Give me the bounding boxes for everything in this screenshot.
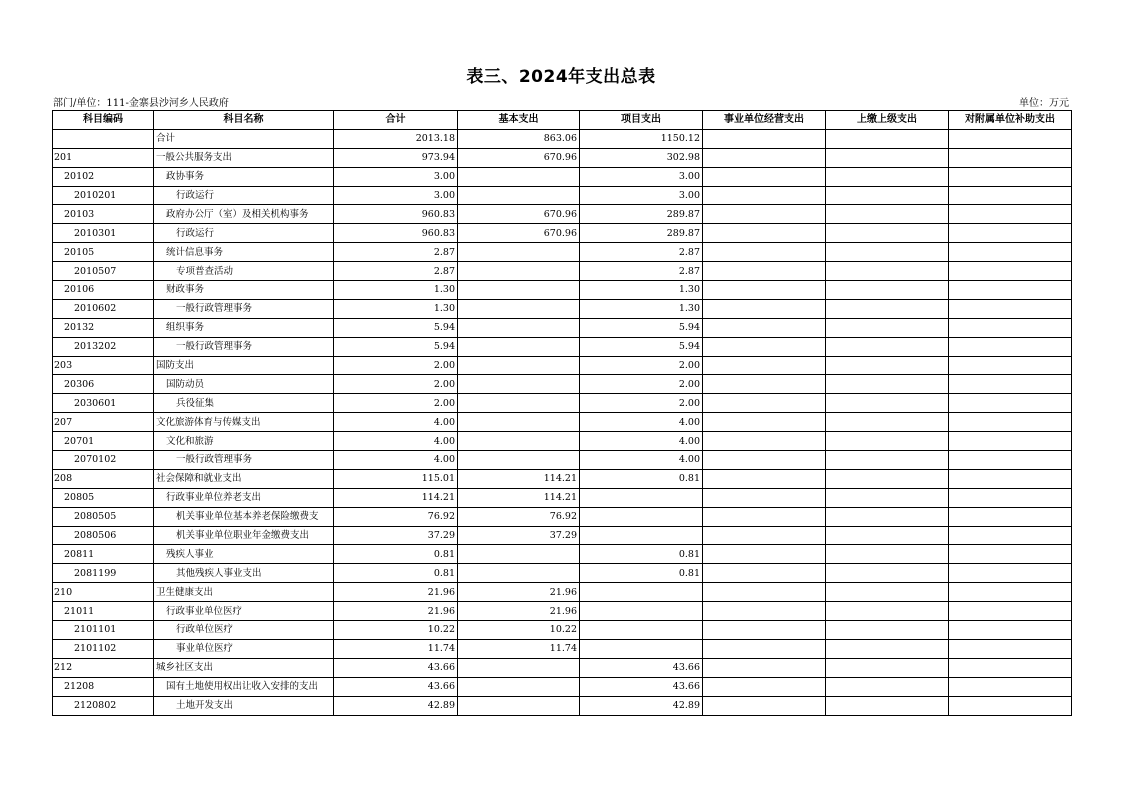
table-row xyxy=(53,129,1072,148)
total-cell: 4.00 xyxy=(334,451,458,470)
business-cell xyxy=(703,148,826,167)
business-cell xyxy=(703,375,826,394)
header-upper: 上缴上级支出 xyxy=(826,111,949,130)
table-row xyxy=(53,356,1072,375)
upper-cell xyxy=(826,375,949,394)
page-title: 表三、2024年支出总表 xyxy=(466,67,656,87)
upper-cell xyxy=(826,243,949,262)
subsidy-cell xyxy=(949,602,1072,621)
total-cell: 2.87 xyxy=(334,243,458,262)
business-cell xyxy=(703,167,826,186)
business-cell xyxy=(703,413,826,432)
business-cell xyxy=(703,281,826,300)
basic-cell xyxy=(458,696,580,715)
table-row xyxy=(53,602,1072,621)
name-cell: 财政事务 xyxy=(154,281,334,300)
code-cell: 2010201 xyxy=(53,186,154,205)
total-cell: 43.66 xyxy=(334,658,458,677)
business-cell xyxy=(703,186,826,205)
subsidy-cell xyxy=(949,621,1072,640)
project-cell: 302.98 xyxy=(580,148,703,167)
code-cell: 207 xyxy=(53,413,154,432)
subsidy-cell xyxy=(949,243,1072,262)
business-cell xyxy=(703,658,826,677)
upper-cell xyxy=(826,658,949,677)
subsidy-cell xyxy=(949,262,1072,281)
subsidy-cell xyxy=(949,696,1072,715)
total-cell: 115.01 xyxy=(334,469,458,488)
name-cell: 国有土地使用权出让收入安排的支出 xyxy=(154,677,334,696)
upper-cell xyxy=(826,639,949,658)
name-cell: 组织事务 xyxy=(154,318,334,337)
total-cell: 21.96 xyxy=(334,583,458,602)
subsidy-cell xyxy=(949,318,1072,337)
business-cell xyxy=(703,696,826,715)
subsidy-cell xyxy=(949,469,1072,488)
table-row xyxy=(53,639,1072,658)
table-row xyxy=(53,299,1072,318)
name-cell: 卫生健康支出 xyxy=(154,583,334,602)
subsidy-cell xyxy=(949,488,1072,507)
total-cell: 76.92 xyxy=(334,507,458,526)
upper-cell xyxy=(826,205,949,224)
business-cell xyxy=(703,262,826,281)
table-row xyxy=(53,696,1072,715)
total-cell: 0.81 xyxy=(334,545,458,564)
basic-cell xyxy=(458,658,580,677)
code-cell: 208 xyxy=(53,469,154,488)
name-cell: 行政运行 xyxy=(154,224,334,243)
upper-cell xyxy=(826,621,949,640)
basic-cell xyxy=(458,262,580,281)
upper-cell xyxy=(826,545,949,564)
upper-cell xyxy=(826,507,949,526)
project-cell: 43.66 xyxy=(580,677,703,696)
business-cell xyxy=(703,545,826,564)
business-cell xyxy=(703,337,826,356)
total-cell: 37.29 xyxy=(334,526,458,545)
name-cell: 行政运行 xyxy=(154,186,334,205)
code-cell: 20103 xyxy=(53,205,154,224)
code-cell: 20701 xyxy=(53,432,154,451)
project-cell: 5.94 xyxy=(580,337,703,356)
basic-cell: 670.96 xyxy=(458,148,580,167)
upper-cell xyxy=(826,167,949,186)
total-cell: 21.96 xyxy=(334,602,458,621)
upper-cell xyxy=(826,356,949,375)
table-row xyxy=(53,564,1072,583)
business-cell xyxy=(703,394,826,413)
upper-cell xyxy=(826,394,949,413)
basic-cell xyxy=(458,564,580,583)
subsidy-cell xyxy=(949,148,1072,167)
business-cell xyxy=(703,469,826,488)
project-cell xyxy=(580,621,703,640)
code-cell xyxy=(53,129,154,148)
name-cell: 机关事业单位基本养老保险缴费支 xyxy=(154,507,334,526)
table-row xyxy=(53,432,1072,451)
total-cell: 42.89 xyxy=(334,696,458,715)
total-cell: 4.00 xyxy=(334,432,458,451)
code-cell: 20805 xyxy=(53,488,154,507)
subsidy-cell xyxy=(949,129,1072,148)
name-cell: 社会保障和就业支出 xyxy=(154,469,334,488)
total-cell: 4.00 xyxy=(334,413,458,432)
project-cell: 3.00 xyxy=(580,186,703,205)
business-cell xyxy=(703,318,826,337)
code-cell: 2101102 xyxy=(53,639,154,658)
table-row xyxy=(53,394,1072,413)
subsidy-cell xyxy=(949,413,1072,432)
project-cell: 2.87 xyxy=(580,262,703,281)
table-row xyxy=(53,507,1072,526)
project-cell: 0.81 xyxy=(580,469,703,488)
name-cell: 土地开发支出 xyxy=(154,696,334,715)
project-cell: 2.87 xyxy=(580,243,703,262)
project-cell xyxy=(580,488,703,507)
upper-cell xyxy=(826,488,949,507)
code-cell: 20132 xyxy=(53,318,154,337)
header-basic: 基本支出 xyxy=(458,111,580,130)
total-cell: 0.81 xyxy=(334,564,458,583)
basic-cell xyxy=(458,356,580,375)
table-row xyxy=(53,148,1072,167)
table-row xyxy=(53,205,1072,224)
table-row xyxy=(53,262,1072,281)
subsidy-cell xyxy=(949,432,1072,451)
code-cell: 212 xyxy=(53,658,154,677)
project-cell xyxy=(580,639,703,658)
name-cell: 一般行政管理事务 xyxy=(154,337,334,356)
table-row xyxy=(53,337,1072,356)
table-row xyxy=(53,545,1072,564)
name-cell: 国防支出 xyxy=(154,356,334,375)
total-cell: 5.94 xyxy=(334,337,458,356)
project-cell: 4.00 xyxy=(580,413,703,432)
total-cell: 3.00 xyxy=(334,186,458,205)
code-cell: 2081199 xyxy=(53,564,154,583)
subsidy-cell xyxy=(949,451,1072,470)
table-row xyxy=(53,318,1072,337)
project-cell: 42.89 xyxy=(580,696,703,715)
header-subsidy: 对附属单位补助支出 xyxy=(949,111,1072,130)
name-cell: 统计信息事务 xyxy=(154,243,334,262)
project-cell: 289.87 xyxy=(580,224,703,243)
subsidy-cell xyxy=(949,564,1072,583)
upper-cell xyxy=(826,186,949,205)
code-cell: 2010602 xyxy=(53,299,154,318)
subsidy-cell xyxy=(949,224,1072,243)
project-cell: 43.66 xyxy=(580,658,703,677)
project-cell xyxy=(580,583,703,602)
business-cell xyxy=(703,639,826,658)
upper-cell xyxy=(826,318,949,337)
code-cell: 2080505 xyxy=(53,507,154,526)
project-cell: 1.30 xyxy=(580,281,703,300)
basic-cell xyxy=(458,413,580,432)
basic-cell xyxy=(458,677,580,696)
project-cell: 2.00 xyxy=(580,375,703,394)
subsidy-cell xyxy=(949,281,1072,300)
header-row xyxy=(53,111,1072,130)
total-cell: 960.83 xyxy=(334,205,458,224)
upper-cell xyxy=(826,299,949,318)
code-cell: 210 xyxy=(53,583,154,602)
basic-cell: 670.96 xyxy=(458,224,580,243)
name-cell: 文化和旅游 xyxy=(154,432,334,451)
code-cell: 21208 xyxy=(53,677,154,696)
business-cell xyxy=(703,507,826,526)
name-cell: 其他残疾人事业支出 xyxy=(154,564,334,583)
subsidy-cell xyxy=(949,583,1072,602)
upper-cell xyxy=(826,602,949,621)
header-name: 科目名称 xyxy=(154,111,334,130)
subsidy-cell xyxy=(949,677,1072,696)
code-cell: 21011 xyxy=(53,602,154,621)
name-cell: 事业单位医疗 xyxy=(154,639,334,658)
business-cell xyxy=(703,583,826,602)
name-cell: 机关事业单位职业年金缴费支出 xyxy=(154,526,334,545)
subsidy-cell xyxy=(949,545,1072,564)
basic-cell xyxy=(458,337,580,356)
name-cell: 行政事业单位医疗 xyxy=(154,602,334,621)
upper-cell xyxy=(826,469,949,488)
table-row xyxy=(53,224,1072,243)
total-cell: 2.00 xyxy=(334,356,458,375)
code-cell: 2013202 xyxy=(53,337,154,356)
upper-cell xyxy=(826,451,949,470)
total-cell: 973.94 xyxy=(334,148,458,167)
name-cell: 国防动员 xyxy=(154,375,334,394)
basic-cell xyxy=(458,545,580,564)
project-cell: 2.00 xyxy=(580,394,703,413)
table-row xyxy=(53,526,1072,545)
name-cell: 政协事务 xyxy=(154,167,334,186)
code-cell: 20106 xyxy=(53,281,154,300)
business-cell xyxy=(703,677,826,696)
project-cell: 0.81 xyxy=(580,564,703,583)
table-row xyxy=(53,167,1072,186)
code-cell: 2010301 xyxy=(53,224,154,243)
total-cell: 1.30 xyxy=(334,299,458,318)
total-cell: 114.21 xyxy=(334,488,458,507)
code-cell: 20105 xyxy=(53,243,154,262)
basic-cell xyxy=(458,432,580,451)
code-cell: 203 xyxy=(53,356,154,375)
department-label: 部门/单位：111-金寨县沙河乡人民政府 xyxy=(53,98,229,109)
table-row xyxy=(53,658,1072,677)
upper-cell xyxy=(826,224,949,243)
subsidy-cell xyxy=(949,375,1072,394)
business-cell xyxy=(703,243,826,262)
upper-cell xyxy=(826,262,949,281)
table-row xyxy=(53,621,1072,640)
total-cell: 5.94 xyxy=(334,318,458,337)
basic-cell: 76.92 xyxy=(458,507,580,526)
upper-cell xyxy=(826,281,949,300)
upper-cell xyxy=(826,583,949,602)
project-cell: 5.94 xyxy=(580,318,703,337)
table-row xyxy=(53,488,1072,507)
business-cell xyxy=(703,602,826,621)
name-cell: 行政单位医疗 xyxy=(154,621,334,640)
total-cell: 2013.18 xyxy=(334,129,458,148)
project-cell xyxy=(580,602,703,621)
project-cell: 0.81 xyxy=(580,545,703,564)
subsidy-cell xyxy=(949,526,1072,545)
upper-cell xyxy=(826,337,949,356)
business-cell xyxy=(703,356,826,375)
total-cell: 11.74 xyxy=(334,639,458,658)
name-cell: 一般行政管理事务 xyxy=(154,451,334,470)
code-cell: 20811 xyxy=(53,545,154,564)
basic-cell xyxy=(458,243,580,262)
business-cell xyxy=(703,432,826,451)
total-cell: 1.30 xyxy=(334,281,458,300)
basic-cell xyxy=(458,451,580,470)
header-business: 事业单位经营支出 xyxy=(703,111,826,130)
name-cell: 一般行政管理事务 xyxy=(154,299,334,318)
name-cell: 合计 xyxy=(154,129,334,148)
table-row xyxy=(53,583,1072,602)
subsidy-cell xyxy=(949,186,1072,205)
project-cell: 1.30 xyxy=(580,299,703,318)
upper-cell xyxy=(826,148,949,167)
table-row xyxy=(53,469,1072,488)
upper-cell xyxy=(826,413,949,432)
name-cell: 专项普查活动 xyxy=(154,262,334,281)
code-cell: 2080506 xyxy=(53,526,154,545)
name-cell: 行政事业单位养老支出 xyxy=(154,488,334,507)
table-row xyxy=(53,281,1072,300)
code-cell: 20102 xyxy=(53,167,154,186)
basic-cell: 114.21 xyxy=(458,469,580,488)
header-project: 项目支出 xyxy=(580,111,703,130)
business-cell xyxy=(703,621,826,640)
total-cell: 2.87 xyxy=(334,262,458,281)
name-cell: 文化旅游体育与传媒支出 xyxy=(154,413,334,432)
subsidy-cell xyxy=(949,356,1072,375)
header-total: 合计 xyxy=(334,111,458,130)
upper-cell xyxy=(826,526,949,545)
subsidy-cell xyxy=(949,205,1072,224)
business-cell xyxy=(703,451,826,470)
total-cell: 43.66 xyxy=(334,677,458,696)
business-cell xyxy=(703,526,826,545)
upper-cell xyxy=(826,696,949,715)
table-row xyxy=(53,186,1072,205)
project-cell: 2.00 xyxy=(580,356,703,375)
code-cell: 2120802 xyxy=(53,696,154,715)
basic-cell xyxy=(458,281,580,300)
project-cell: 4.00 xyxy=(580,432,703,451)
basic-cell xyxy=(458,186,580,205)
subsidy-cell xyxy=(949,639,1072,658)
table-row xyxy=(53,375,1072,394)
name-cell: 残疾人事业 xyxy=(154,545,334,564)
upper-cell xyxy=(826,129,949,148)
name-cell: 政府办公厅（室）及相关机构事务 xyxy=(154,205,334,224)
upper-cell xyxy=(826,677,949,696)
code-cell: 2070102 xyxy=(53,451,154,470)
total-cell: 960.83 xyxy=(334,224,458,243)
subsidy-cell xyxy=(949,658,1072,677)
subsidy-cell xyxy=(949,507,1072,526)
project-cell: 4.00 xyxy=(580,451,703,470)
code-cell: 20306 xyxy=(53,375,154,394)
subsidy-cell xyxy=(949,337,1072,356)
basic-cell xyxy=(458,318,580,337)
business-cell xyxy=(703,488,826,507)
basic-cell: 10.22 xyxy=(458,621,580,640)
project-cell xyxy=(580,526,703,545)
basic-cell: 21.96 xyxy=(458,583,580,602)
basic-cell: 21.96 xyxy=(458,602,580,621)
code-cell: 2101101 xyxy=(53,621,154,640)
business-cell xyxy=(703,129,826,148)
business-cell xyxy=(703,224,826,243)
project-cell: 1150.12 xyxy=(580,129,703,148)
basic-cell xyxy=(458,167,580,186)
subsidy-cell xyxy=(949,394,1072,413)
total-cell: 3.00 xyxy=(334,167,458,186)
upper-cell xyxy=(826,564,949,583)
code-cell: 2030601 xyxy=(53,394,154,413)
name-cell: 兵役征集 xyxy=(154,394,334,413)
basic-cell: 863.06 xyxy=(458,129,580,148)
code-cell: 201 xyxy=(53,148,154,167)
project-cell: 289.87 xyxy=(580,205,703,224)
name-cell: 城乡社区支出 xyxy=(154,658,334,677)
subsidy-cell xyxy=(949,167,1072,186)
code-cell: 2010507 xyxy=(53,262,154,281)
table-row xyxy=(53,243,1072,262)
expenditure-table xyxy=(52,110,1072,716)
unit-label: 单位：万元 xyxy=(1019,98,1069,109)
total-cell: 2.00 xyxy=(334,394,458,413)
basic-cell xyxy=(458,394,580,413)
basic-cell: 670.96 xyxy=(458,205,580,224)
basic-cell: 114.21 xyxy=(458,488,580,507)
subsidy-cell xyxy=(949,299,1072,318)
business-cell xyxy=(703,205,826,224)
total-cell: 10.22 xyxy=(334,621,458,640)
table-row xyxy=(53,677,1072,696)
table-row xyxy=(53,413,1072,432)
header-code: 科目编码 xyxy=(53,111,154,130)
total-cell: 2.00 xyxy=(334,375,458,394)
basic-cell: 11.74 xyxy=(458,639,580,658)
project-cell: 3.00 xyxy=(580,167,703,186)
name-cell: 一般公共服务支出 xyxy=(154,148,334,167)
upper-cell xyxy=(826,432,949,451)
basic-cell xyxy=(458,375,580,394)
basic-cell xyxy=(458,299,580,318)
business-cell xyxy=(703,564,826,583)
business-cell xyxy=(703,299,826,318)
table-row xyxy=(53,451,1072,470)
project-cell xyxy=(580,507,703,526)
table-body xyxy=(53,129,1072,715)
basic-cell: 37.29 xyxy=(458,526,580,545)
